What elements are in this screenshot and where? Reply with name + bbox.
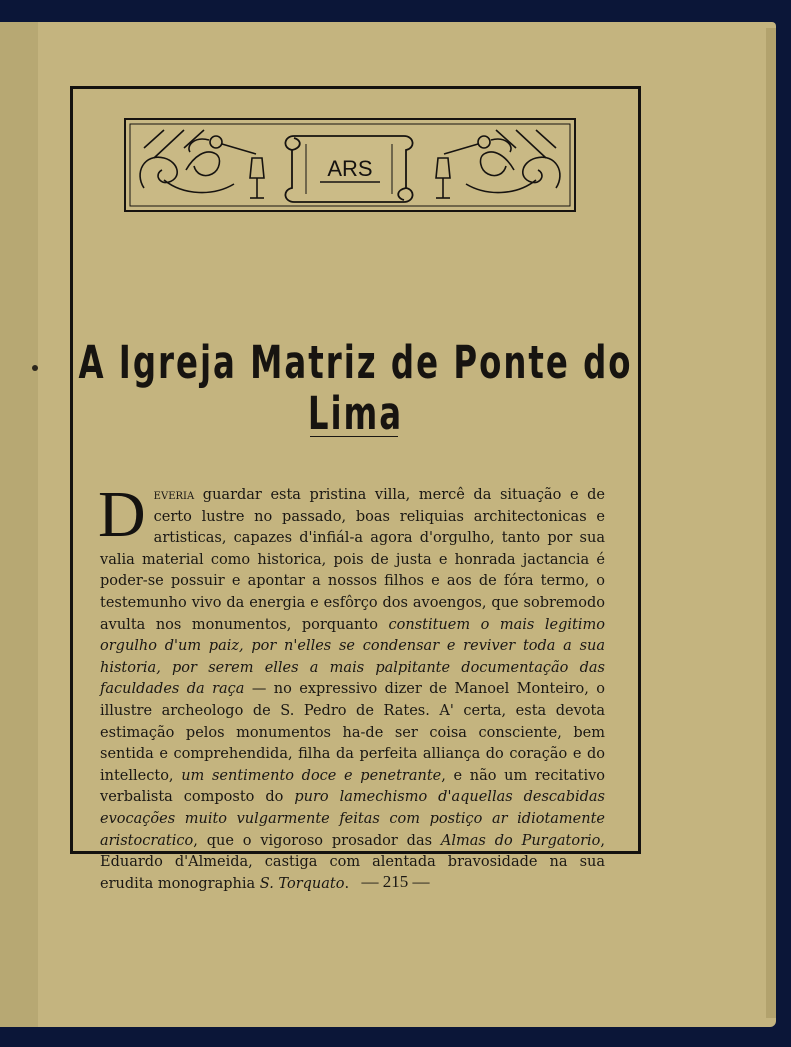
book-title-1: Almas do Purgatorio [440,832,601,849]
quotation-2: um sentimento doce e penetrante [181,767,442,784]
body-segment-2: — no expressivo dizer de Manoel Monteiro, o illustre archeologo de S. Pedro de Rates. A' certa, esta devota estimação pelos monumentos ha-de ser coisa consciente, bem sentida e comprehendida, filha da perfeita alliança do coração e do intellecto, [100,681,606,784]
drop-cap: D [98,478,146,551]
lead-word: everia [153,487,195,503]
right-siren-ornament [436,130,560,198]
quotation-1: constituem o mais legitimo orgulho d'um paiz, por n'elles se condensar e reviver toda a sua historia, por serem elles a mais palpitante documentação das faculdades da raça [100,616,605,698]
ornamental-banner-illustration [124,118,576,212]
article-title: A Igreja Matriz de Ponte do Lima [78,337,633,441]
left-siren-ornament [140,130,264,198]
binding-mark [32,365,38,371]
title-rule [310,436,398,437]
page-number: — 215 — [361,872,430,891]
book-title-2: S. Torquato [259,875,345,892]
body-segment-3: , e não um recitativo verbalista composto do [100,767,606,806]
ars-banner [124,118,576,212]
article-body [98,478,606,895]
body-segment-5: , Eduardo d'Almeida, castiga com alentada bravosidade na sua erudita monographia [100,832,606,892]
body-segment-1: guardar esta pristina villa, mercê da situação e de certo lustre no passado, boas reliquias architectonicas e artisticas, capazes d'infiál-a agora d'orgulho, tanto por sua valia material como historica, pois de justa e honrada jactancia é poder-se possuir e apontar a nossos filhos e aos de fóra termo, o testemunho vivo da energia e esfôrço dos avoengos, que sobremodo avulta nos monumentos, porquanto [100,487,605,633]
page-fore-edge [766,28,776,1018]
body-segment-6: . [344,875,350,892]
quotation-3: puro lamechismo d'aquellas descabidas evocações muito vulgarmente feitas com postiço ar idiotamente aristocratico [100,789,605,849]
body-segment-4: , que o vigoroso prosador das [193,832,441,849]
banner-label: ARS [327,156,373,181]
